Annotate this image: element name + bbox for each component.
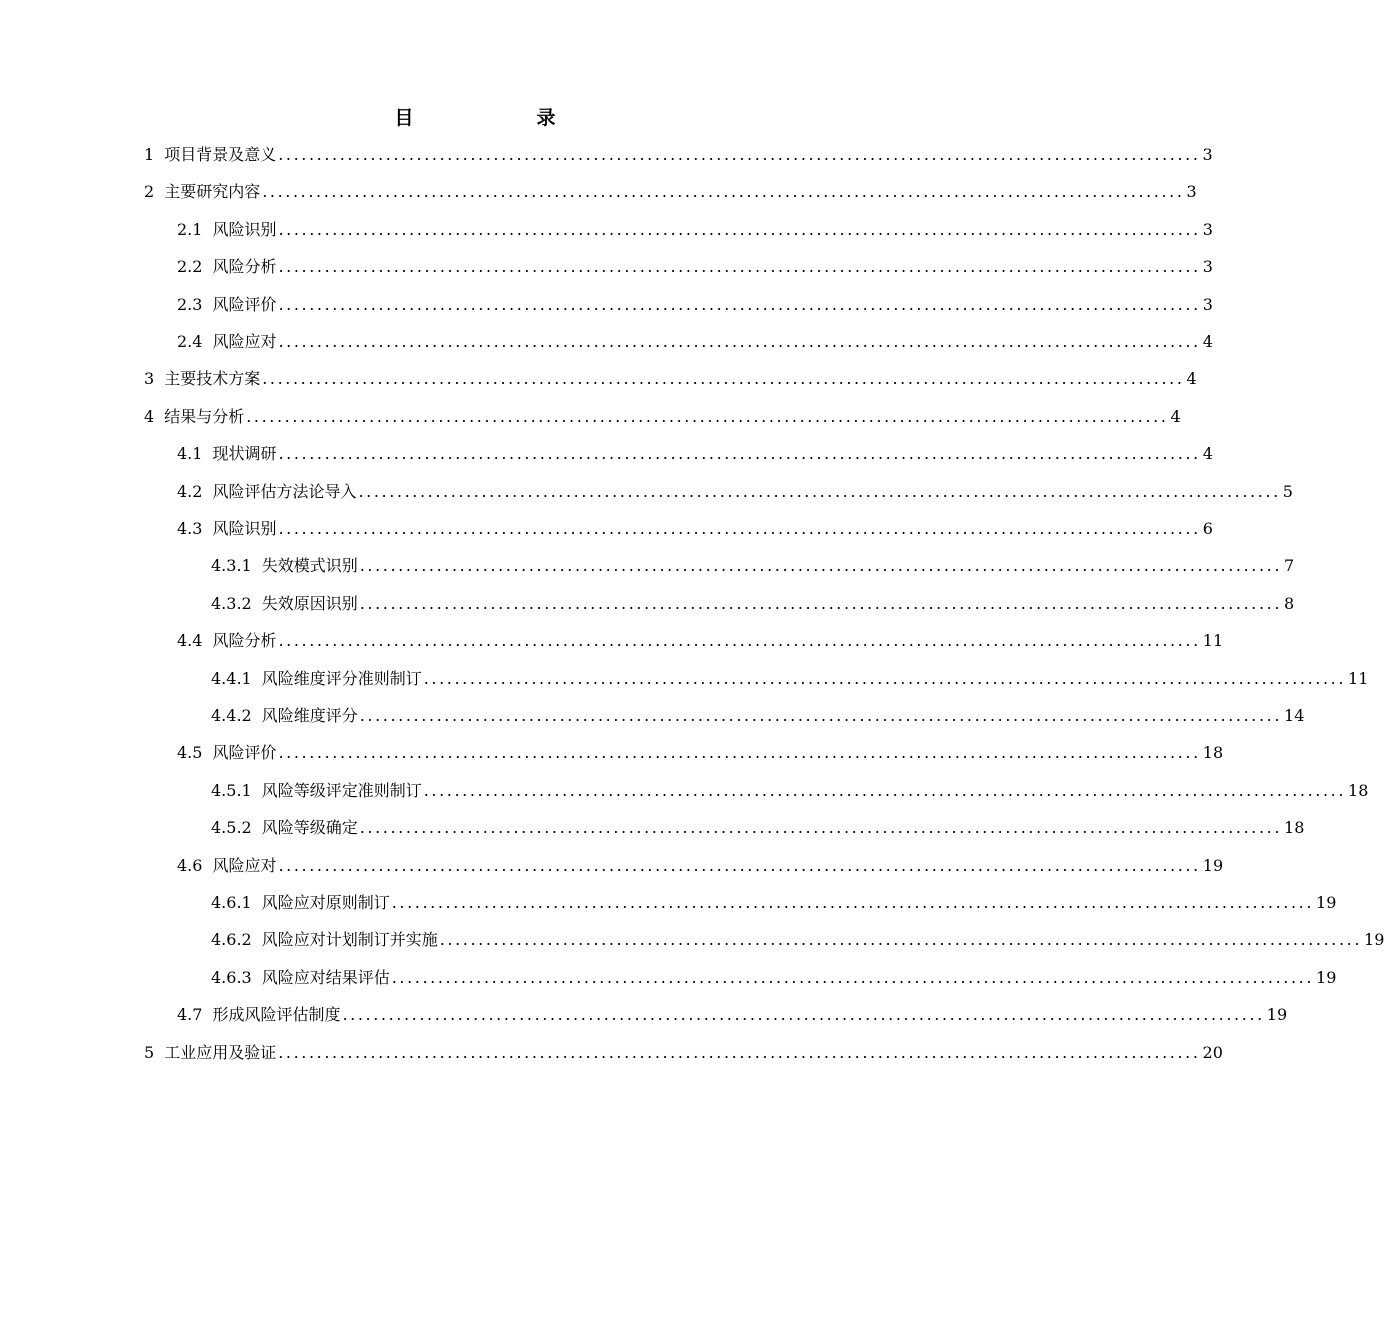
toc-entry-title: 风险应对结果评估	[261, 967, 390, 987]
toc-entry[interactable]	[177, 1001, 1288, 1029]
toc-entry-number: 2.4	[177, 332, 203, 351]
toc-dot-leader: ........................................................................................................................	[358, 481, 1281, 501]
toc-entry-number: 4.5.2	[211, 818, 252, 838]
toc-entry[interactable]	[144, 365, 1197, 393]
toc-dot-leader: ........................................................................................................................	[278, 294, 1201, 314]
toc-page-number: 6	[1202, 519, 1213, 538]
toc-entry-number: 4.4.1	[211, 668, 252, 688]
toc-page-number: 19	[1316, 967, 1337, 987]
toc-dot-leader: ........................................................................................................................	[278, 743, 1201, 763]
toc-page-number: 7	[1284, 556, 1295, 576]
toc-entry[interactable]	[144, 178, 1197, 206]
toc-page-number: 14	[1284, 706, 1305, 725]
toc-entry-number: 4.5	[177, 743, 203, 763]
toc-dot-leader: ........................................................................................................................	[278, 444, 1201, 464]
toc-entry-title: 风险识别	[212, 219, 277, 239]
toc-entry-number: 2	[144, 182, 155, 202]
toc-page-number: 11	[1348, 668, 1369, 688]
toc-dot-leader: ........................................................................................................................	[359, 556, 1283, 576]
toc-entry[interactable]	[177, 515, 1213, 543]
toc-entry-title: 工业应用及验证	[164, 1042, 277, 1062]
toc-entry-title: 项目背景及意义	[164, 145, 277, 164]
toc-page-number: 3	[1202, 294, 1213, 314]
toc-entry-number: 4.2	[177, 481, 203, 501]
toc-entry-title: 风险分析	[212, 631, 277, 651]
toc-entry-number: 4.4.2	[211, 706, 252, 725]
toc-entry-number: 4	[144, 406, 155, 426]
toc-entry[interactable]	[177, 328, 1213, 356]
toc-page-number: 19	[1202, 855, 1224, 875]
toc-entry-number: 4.6.2	[211, 930, 252, 950]
toc-dot-leader: ........................................................................................................................	[278, 257, 1201, 277]
toc-entry-number: 4.6.1	[211, 893, 252, 912]
toc-entry-number: 1	[144, 145, 155, 164]
toc-page-number: 8	[1284, 593, 1295, 613]
toc-entry[interactable]	[177, 739, 1224, 767]
toc-entry-title: 主要研究内容	[164, 182, 261, 202]
toc-dot-leader: ........................................................................................................................	[278, 332, 1201, 351]
toc-entry[interactable]	[211, 814, 1305, 842]
toc-entry-number: 4.5.1	[211, 780, 252, 800]
toc-entry-title: 风险维度评分准则制订	[261, 668, 422, 688]
toc-page-number: 4	[1170, 406, 1181, 426]
toc-dot-leader: ........................................................................................................................	[342, 1005, 1265, 1025]
toc-entry-number: 5	[144, 1042, 155, 1062]
toc-page-number: 4	[1202, 332, 1213, 351]
toc-entry[interactable]	[177, 216, 1213, 244]
toc-entry-title: 风险分析	[212, 257, 277, 277]
toc-entry-title: 失效模式识别	[261, 556, 358, 576]
toc-entry-number: 4.7	[177, 1005, 203, 1025]
toc-page-number: 3	[1202, 145, 1213, 164]
toc-entry-title: 风险应对	[212, 332, 277, 351]
toc-page-number: 18	[1284, 818, 1305, 838]
toc-entry[interactable]	[177, 253, 1213, 281]
toc-dot-leader: ........................................................................................................................	[359, 593, 1283, 613]
toc-dot-leader: ........................................................................................................................	[278, 1042, 1201, 1062]
toc-entry-number: 4.1	[177, 444, 203, 464]
toc-entry-number: 4.4	[177, 631, 203, 651]
toc-entry[interactable]	[177, 291, 1213, 319]
toc-entry-title: 风险维度评分	[261, 706, 358, 725]
toc-entry[interactable]	[144, 141, 1213, 169]
toc-entry[interactable]	[211, 889, 1337, 917]
toc-entry[interactable]	[144, 403, 1181, 431]
page-title: 目 录	[394, 107, 608, 129]
toc-entry-number: 2.2	[177, 257, 203, 277]
toc-entry[interactable]	[211, 926, 1384, 954]
toc-entry[interactable]	[177, 852, 1224, 880]
toc-entry[interactable]	[211, 552, 1295, 580]
toc-page-number: 3	[1202, 257, 1213, 277]
toc-entry[interactable]	[211, 590, 1295, 618]
toc-dot-leader: ........................................................................................................................	[439, 930, 1363, 950]
toc-entry-number: 2.3	[177, 294, 203, 314]
toc-dot-leader: ........................................................................................................................	[359, 818, 1283, 838]
toc-page-number: 19	[1364, 930, 1384, 950]
toc-page-number: 20	[1202, 1042, 1223, 1062]
toc-entry-number: 2.1	[177, 219, 203, 239]
toc-page-number: 19	[1316, 893, 1337, 912]
toc-page-number: 19	[1266, 1005, 1288, 1025]
toc-entry-title: 风险等级评定准则制订	[261, 780, 422, 800]
toc-entry[interactable]	[211, 964, 1337, 992]
toc-entry-title: 风险应对计划制订并实施	[261, 930, 438, 950]
toc-entry-number: 4.3.1	[211, 556, 252, 576]
toc-entry-number: 4.6.3	[211, 967, 252, 987]
toc-entry-number: 4.3	[177, 519, 203, 538]
toc-entry[interactable]	[177, 478, 1293, 506]
toc-page-number: 18	[1348, 780, 1369, 800]
toc-dot-leader: ........................................................................................................................	[391, 893, 1315, 912]
toc-dot-leader: ........................................................................................................................	[391, 967, 1315, 987]
toc-entry[interactable]	[211, 665, 1369, 693]
toc-entry-number: 4.6	[177, 855, 203, 875]
toc-entry-title: 结果与分析	[164, 406, 245, 426]
toc-page-number: 4	[1186, 369, 1197, 389]
toc-page-number: 5	[1282, 481, 1293, 501]
toc-page-number: 4	[1202, 444, 1213, 464]
toc-page-number: 3	[1186, 182, 1197, 202]
toc-entry-title: 现状调研	[212, 444, 277, 464]
toc-entry-title: 风险应对原则制订	[261, 893, 390, 912]
toc-entry-title: 风险应对	[212, 855, 277, 875]
toc-entry-title: 风险评估方法论导入	[212, 481, 357, 501]
toc-entry-number: 3	[144, 369, 155, 389]
toc-entry-title: 风险识别	[212, 519, 277, 538]
toc-dot-leader: ........................................................................................................................	[278, 519, 1201, 538]
toc-entry[interactable]	[211, 777, 1369, 805]
toc-entry[interactable]	[144, 1039, 1223, 1067]
toc-dot-leader: ........................................................................................................................	[262, 369, 1185, 389]
toc-dot-leader: ........................................................................................................................	[423, 780, 1347, 800]
toc-entry[interactable]	[211, 702, 1305, 730]
toc-entry-number: 4.3.2	[211, 593, 252, 613]
toc-entry-title: 风险评价	[212, 294, 277, 314]
toc-entry[interactable]	[177, 440, 1213, 468]
toc-entry-title: 失效原因识别	[261, 593, 358, 613]
toc-dot-leader: ........................................................................................................................	[278, 855, 1201, 875]
toc-page-number: 11	[1202, 631, 1224, 651]
toc-dot-leader: ........................................................................................................................	[262, 182, 1185, 202]
toc-entry[interactable]	[177, 627, 1224, 655]
toc-dot-leader: ........................................................................................................................	[246, 406, 1169, 426]
toc-dot-leader: ........................................................................................................................	[278, 631, 1201, 651]
toc-page-number: 18	[1202, 743, 1224, 763]
toc-entry-title: 风险评价	[212, 743, 277, 763]
toc-dot-leader: ........................................................................................................................	[278, 145, 1201, 164]
toc-entry-title: 形成风险评估制度	[212, 1005, 341, 1025]
toc-page-number: 3	[1202, 219, 1213, 239]
toc-entry-title: 风险等级确定	[261, 818, 358, 838]
toc-dot-leader: ........................................................................................................................	[359, 706, 1283, 725]
toc-dot-leader: ........................................................................................................................	[278, 219, 1201, 239]
toc-entry-title: 主要技术方案	[164, 369, 261, 389]
toc-dot-leader: ........................................................................................................................	[423, 668, 1347, 688]
